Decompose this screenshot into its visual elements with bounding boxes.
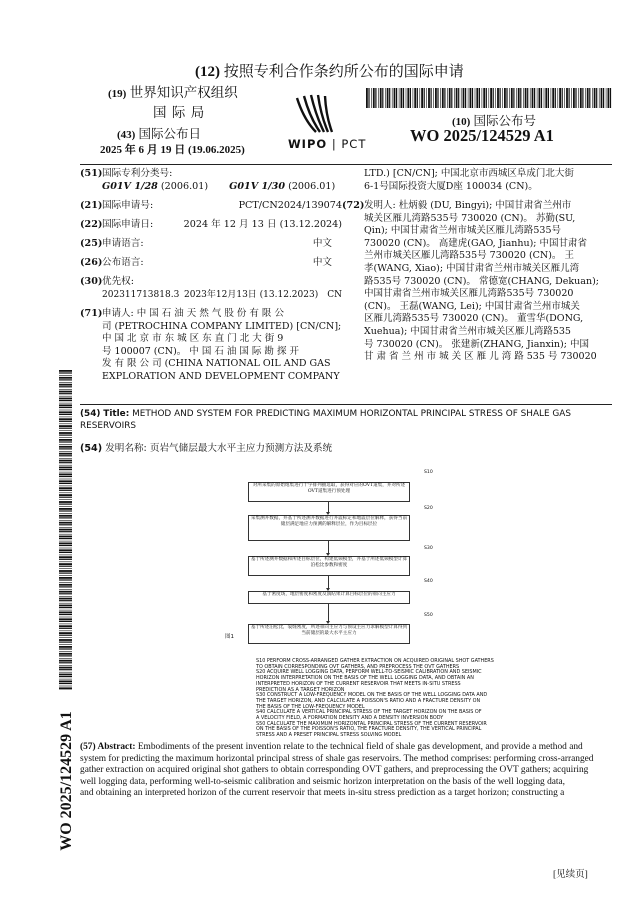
abstract-code: (57) (80, 742, 98, 752)
flow-arrow (328, 575, 329, 588)
figure-label: 图1 (225, 634, 234, 640)
title-zh: (54) 发明名称: 页岩气储层最大水平主应力预测方法及系统 (80, 443, 333, 454)
step-num-s20: S20 (424, 506, 433, 511)
legend-line: TO OBTAIN CORRESPONDING OVT GATHERS, AND PREPROCESS THE OVT GATHERS (256, 663, 460, 670)
legend-line: S30 CONSTRUCT A LOW-FREQUENCY MODEL ON THE BASIS OF THE WELL LOGGING DATA AND (256, 692, 488, 699)
wipo-text: WIPO (288, 137, 328, 151)
step-num-s30: S30 (424, 546, 433, 551)
pub-language-field: (26)公布语言: 中文 (80, 257, 332, 268)
flow-step-s10: 对所采集的原始炮集进行十字排列抽选取，获得对应的OVT道集，并对所述OVT道集进行预处理 (248, 482, 410, 502)
inventor-line: Xuehua); 中国甘肃省兰州市城关区雁儿湾路535 (364, 325, 571, 337)
ipc-class-2: G01V 1/30 (229, 180, 286, 192)
applicant-line: 发 有 限 公 司 (CHINA NATIONAL OIL AND GAS (102, 358, 331, 370)
step-num-s40: S40 (424, 579, 433, 584)
org-name: 世界知识产权组织 (129, 85, 238, 100)
org-bureau: 国 际 局 (153, 105, 206, 120)
applicant-line: EXPLORATION AND DEVELOPMENT COMPANY (102, 370, 340, 382)
barcode (366, 88, 612, 108)
barcode-top-icon (366, 88, 612, 108)
legend-line: S50 CALCULATE THE MAXIMUM HORIZONTAL PRINCIPAL STRESS OF THE CURRENT RESERVOIR (256, 720, 487, 727)
ipc-class-1: G01V 1/28 (102, 180, 158, 192)
legend-line: HORIZON INTERPRETATION ON THE BASIS OF THE WELL LOGGING DATA, AND OBTAIN AN (256, 675, 474, 682)
applicant-line: 6-1号国际投资大厦D座 100034 (CN)。 (364, 180, 538, 192)
flow-step-s30: 基于所述测井数据和所述目标层位，构建低频模型，并基于所述低频模型计算泊松比参数和密度 (248, 556, 410, 576)
priority-number: 202311713818.3 (102, 289, 180, 300)
inventor-line: 兰州市城关区雁儿湾路535号 730020 (CN)。 王 (364, 250, 574, 262)
applicant-line: 号 100007 (CN)。 中 国 石 油 国 际 勘 探 开 (102, 345, 299, 357)
flow-step-s50: 基于所述泊松比，裂缝密度，所述垂向主应力与预设主应力求解模型计算得到当前储层的最大水平主应力 (248, 624, 410, 644)
inventor-line: 孝(WANG, Xiao); 中国甘肃省兰州市城关区雁儿湾 (364, 262, 580, 274)
legend-line: THE BASIS OF THE LOW-FREQUENCY MODEL (256, 703, 365, 710)
applicant-line: 中 国 北 京 市 东 城 区 东 直 门 北 大 街 9 (102, 333, 284, 345)
legend-line: INTERPRETED HORIZON OF THE CURRENT RESERVOIR THAT MEETS IN-SITU STRESS (256, 680, 461, 687)
side-pub-number: WO 2025/124529 A1 (58, 711, 75, 851)
filing-language: 中文 (312, 238, 332, 249)
filing-language-field: (25)申请语言: 中文 (80, 238, 332, 249)
side-barcode (59, 370, 72, 690)
abstract-line: and obtaining an interpreted horizon of the current reservoir that meets in-situ stress prediction as a target horizon; constructing a (80, 788, 565, 799)
ipc-field: (51)国际专利分类号: G01V 1/28 (2006.01) G01V 1/30 (2006.01) (80, 168, 336, 192)
applicant-field: (71) 申请人: 中 国 石 油 天 然 气 股 份 有 限 公 司 (PETROCHINA COMPANY LIMITED) [CN/CN]; 中 国 北 京 市 东 城 区 东 直 门 北 大 街 9 号 100007 (CN)。 中 国 石 油 国 际 勘 探 开 发 有 限 公 司 (CHINA NATIONAL OIL AND GAS EXPLORATION AND DEVELOPMENT COMPANY (80, 308, 342, 382)
step-num-s10: S10 (424, 470, 433, 475)
title-en-text: METHOD AND SYSTEM FOR PREDICTING MAXIMUM HORIZONTAL PRINCIPAL STRESS OF SHALE GAS RESERVOIRS (80, 409, 572, 431)
applicant-line: LTD.) [CN/CN]; 中国北京市西城区阜成门北大街 (364, 168, 574, 179)
inventor-line: 中国甘肃省兰州市城关区雁儿湾路535号 730020 (364, 288, 574, 300)
code-19: (19) (108, 88, 127, 100)
abstract-line: well logging data, performing well-to-seismic calibration and seismic horizon interpretation on the basis of the well logging data, (80, 776, 566, 787)
abstract-line: gather extraction on acquired original shot gathers to obtain corresponding OVT gathers, and preprocessing the OVT gathers; acquiring (80, 765, 589, 776)
continued-note: [见续页] (553, 870, 588, 880)
pub-date: 2025 年 6 月 19 日 (19.06.2025) (100, 144, 245, 156)
biblio-rule (80, 404, 612, 405)
pub-date-label: 国际公布日 (138, 127, 201, 141)
inventor-line: (CN)。 王磊(WANG, Lei); 中国甘肃省兰州市城关 (364, 300, 580, 312)
abstract (80, 742, 612, 800)
applicant-line: 申请人: 中 国 石 油 天 然 气 股 份 有 限 公 (102, 308, 284, 319)
inventor-line: 甘 肃 省 兰 州 市 城 关 区 雁 儿 湾 路 535 号 730020 (364, 351, 597, 363)
abstract-text: Embodiments of the present invention relate to the technical field of shale gas development, and provide a method and (137, 742, 583, 752)
pub-number-label: 国际公布号 (473, 114, 536, 128)
figure-1 (220, 470, 580, 655)
filing-date-field: (22)国际申请日: 2024 年 12 月 13 日 (13.12.2024) (80, 219, 342, 230)
document-type-heading (195, 60, 464, 81)
legend-line: S40 CALCULATE A VERTICAL PRINCIPAL STRESS OF THE TARGET HORIZON ON THE BASIS OF (256, 709, 482, 716)
step-num-s50: S50 (424, 613, 433, 618)
abstract-line (80, 742, 612, 754)
legend-line: PREDICTION AS A TARGET HORIZON (256, 686, 345, 693)
abstract-label: Abstract: (97, 742, 138, 752)
title-zh-text: 页岩气储层最大水平主应力预测方法及系统 (149, 443, 333, 454)
barcode-side-icon (59, 370, 72, 690)
priority-country: CN (327, 289, 342, 300)
app-number-field: (21)国际申请号: PCT/CN2024/139074 (80, 200, 342, 211)
applicant-continued (364, 168, 612, 193)
inventor-line: 城关区雁儿湾路535号 730020 (CN)。 苏勤(SU, (364, 212, 576, 224)
app-number: PCT/CN2024/139074 (238, 200, 342, 211)
flow-arrow (328, 501, 329, 512)
title-en: (54) Title: METHOD AND SYSTEM FOR PREDICTING MAXIMUM HORIZONTAL PRINCIPAL STRESS OF SHALE GAS RESERVOIRS (80, 409, 572, 431)
inventor-line: Qin); 中国甘肃省兰州市城关区雁儿湾路535号 (364, 225, 562, 237)
figure-legend (256, 659, 596, 739)
wipo-logo: WIPO | PCT (284, 92, 364, 154)
legend-line: THE TARGET HORIZON, AND CALCULATE A POISSON'S RATIO AND A FRACTURE DENSITY ON (256, 697, 481, 704)
legend-line: STRESS AND A PRESET PRINCIPAL STRESS SOLVING MODEL (256, 732, 402, 739)
flow-arrow (328, 603, 329, 621)
inventor-line: 路535号 730020 (CN)。 常德宽(CHANG, Dekuan); (364, 275, 599, 287)
pub-number: WO 2025/124529 A1 (410, 126, 554, 145)
priority-field: (30)优先权: 202311713818.3 2023年12月13日 (13.12.2023) CN (80, 276, 342, 300)
flow-arrow (328, 540, 329, 553)
abstract-line: system for predicting the maximum horizontal principal stress of shale gas reservoirs. The method comprises: performing cross-arranged (80, 753, 594, 764)
legend-line: A VELOCITY FIELD, A FORMATION DENSITY AND A DENSITY INVERSION BODY (256, 715, 444, 722)
code-10: (10) (452, 116, 471, 128)
code-43: (43) (117, 129, 136, 141)
priority-date: 2023年12月13日 (13.12.2023) (184, 289, 319, 300)
pub-language: 中文 (312, 257, 332, 268)
inventors-field: (72) 发明人: 杜炳毅 (DU, Bingyi); 中国甘肃省兰州市 城关区雁儿湾路535号 730020 (CN)。 苏勤(SU, Qin); 中国甘肃省兰州市城关区雁儿湾路535号 730020 (CN)。 高建虎(GAO, Jianhu); 中国甘肃省 兰州市城关区雁儿湾路535号 730020 (CN)。 王 孝(WANG, Xiao); 中国甘肃省兰州市城关区雁儿湾 路535号 730020 (CN)。 常德宽(CHANG, Dekuan); 中国甘肃省兰州市城关区雁儿湾路535号 730020 (CN)。 王磊(WANG, Lei); 中国甘肃省兰州市城关 区雁儿湾路535号 730020 (CN)。 董雪华(DONG, Xuehua); 中国甘肃省兰州市城关区雁儿湾路535 号 730020 (CN)。 张建新(ZHANG, Jianxin); 中国 甘 肃 省 兰 州 市 城 关 区 雁 儿 湾 路 535 号 730020 (342, 200, 612, 364)
flow-step-s20: 采集测井数据，并基于所述测井数据进行井震标定和地震层位解释，获得当前储层满足地应力预测的解释层位，作为目标层位 (248, 515, 410, 541)
inventor-line: 区雁儿湾路535号 730020 (CN)。 董雪华(DONG, (364, 313, 584, 325)
legend-line: S20 ACQUIRE WELL LOGGING DATA, PERFORM WELL-TO-SEISMIC CALIBRATION AND SEISMIC (256, 669, 482, 676)
header-rule (80, 164, 612, 165)
legend-line: S10 PERFORM CROSS-ARRANGED GATHER EXTRACTION ON ACQUIRED ORIGINAL SHOT GATHERS (256, 658, 494, 664)
filing-date: 2024 年 12 月 13 日 (13.12.2024) (183, 219, 342, 230)
code-12: (12) (195, 64, 220, 80)
inventor-line: 730020 (CN)。 高建虎(GAO, Jianhu); 中国甘肃省 (364, 237, 588, 249)
inventor-line: 发明人: 杜炳毅 (DU, Bingyi); 中国甘肃省兰州市 (364, 200, 572, 211)
flow-step-s40: 基于密度场，地层密度和密度反演结果计算目标层位的垂向主应力 (248, 591, 410, 604)
document-type: 按照专利合作条约所公布的国际申请 (223, 64, 464, 80)
inventor-line: 号 730020 (CN)。 张建新(ZHANG, Jianxin); 中国 (364, 338, 589, 350)
pct-text: PCT (341, 137, 367, 151)
legend-line: ON THE BASIS OF THE POISSON'S RATIO, THE FRACTURE DENSITY, THE VERTICAL PRINCIPAL (256, 726, 482, 733)
pub-date-block (117, 124, 201, 142)
applicant-line: 司 (PETROCHINA COMPANY LIMITED) [CN/CN]; (102, 320, 342, 332)
